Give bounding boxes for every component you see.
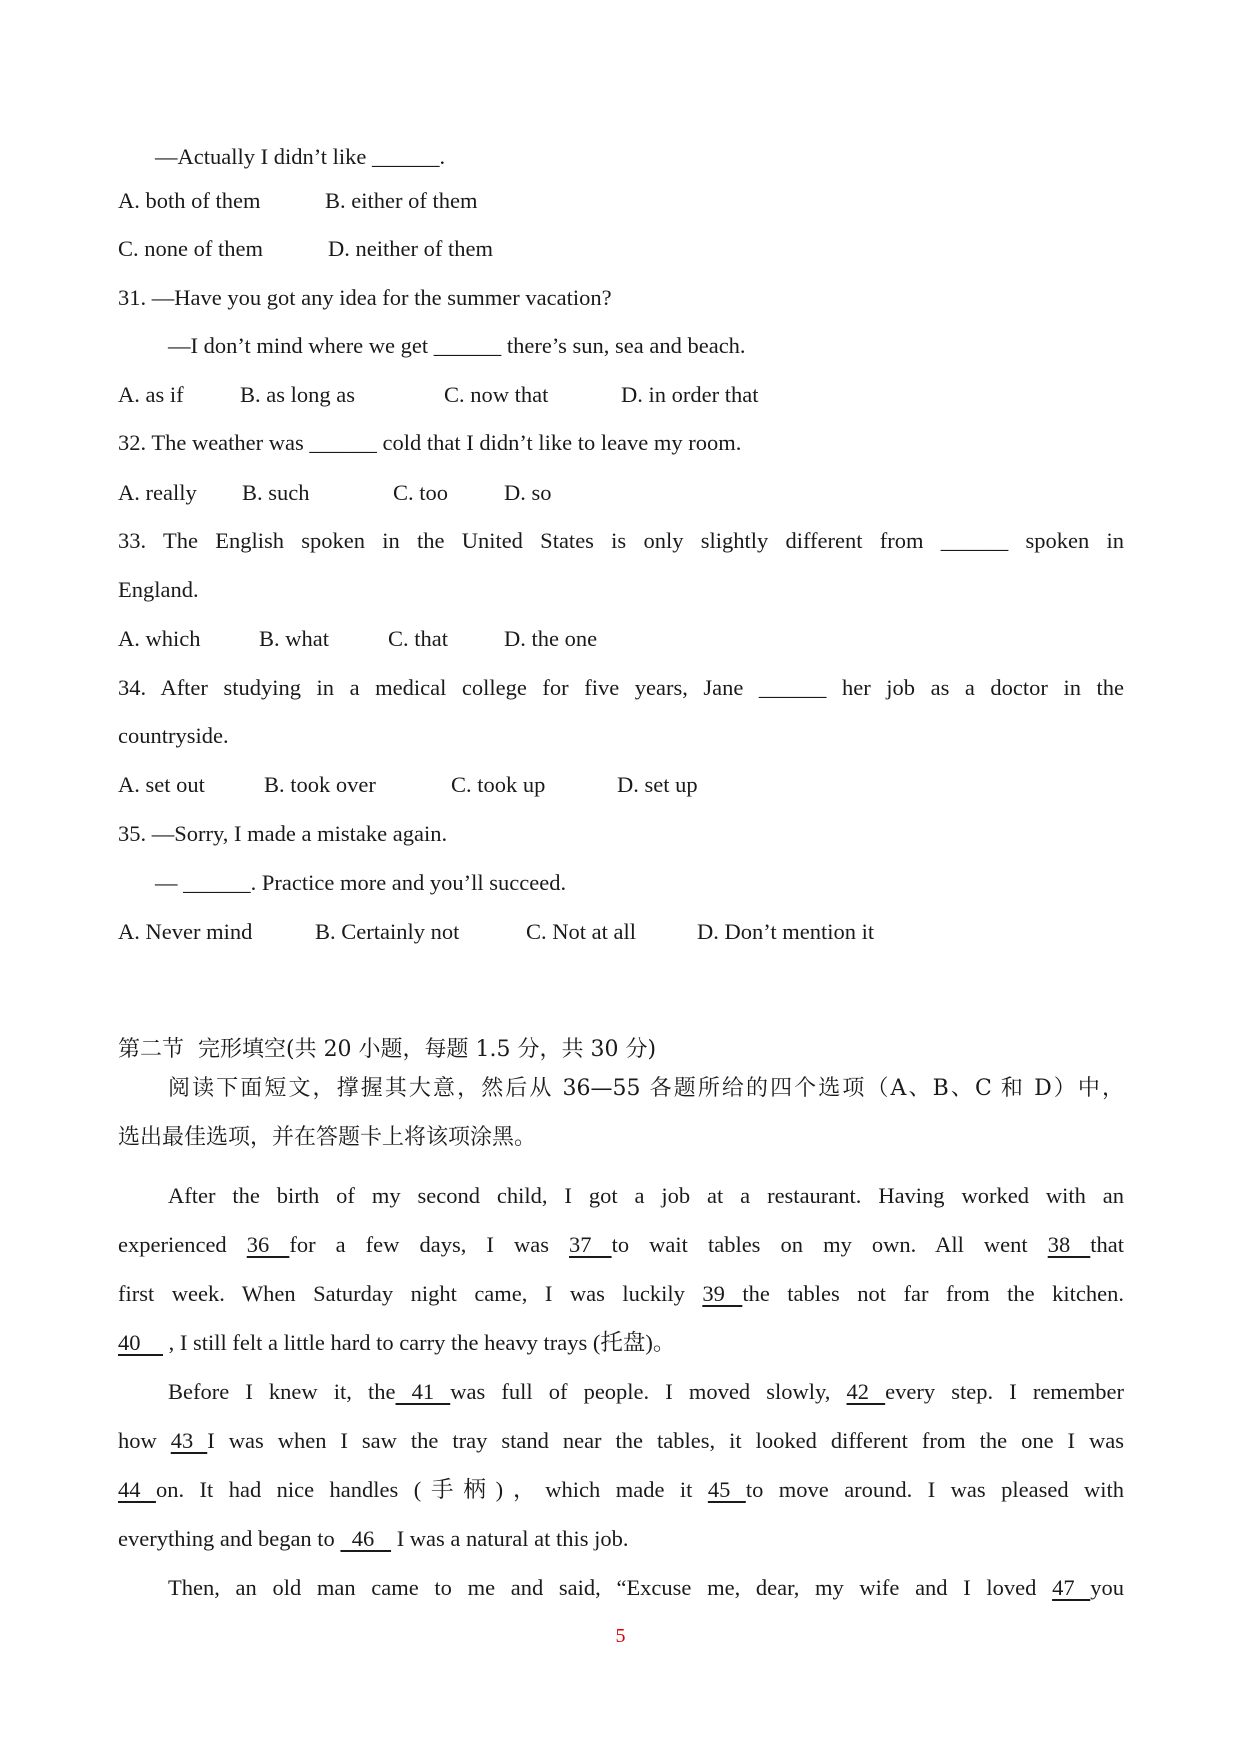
q35-option-b: B. Certainly not [315,919,460,944]
q33-option-b: B. what [259,626,329,651]
blank-47: 47 [1052,1575,1091,1600]
q34-question-line: 34. After studying in a medical college for five years, Jane ______ her job as a doctor in the [118,675,1124,700]
q35-option-a: A. Never mind [118,919,253,944]
blank-37: 37 [569,1232,612,1257]
q31-response-line: —I don’t mind where we get ______ there’s sun, sea and beach. [168,333,746,358]
passage-text: the tables not far from the kitchen. [742,1281,1125,1306]
passage-line [118,1524,629,1554]
q33-option-c: C. that [388,626,448,651]
passage-text: I was a natural at this job. [391,1526,629,1551]
section-instruction-2: 选出最佳选项，并在答题卡上将该项涂黑。 [118,1125,537,1150]
passage-line [118,1426,1124,1456]
q32-option-c: C. too [393,480,449,505]
page-number: 5 [615,1625,626,1647]
q30-option-a: A. both of them [118,188,261,213]
q30-option-b: B. either of them [325,188,478,213]
passage-text: every step. I remember [885,1379,1125,1404]
q34-option-b: B. took over [264,772,376,797]
q31-option-b: B. as long as [240,382,355,407]
q35-option-c: C. Not at all [526,919,636,944]
passage-line [118,1328,675,1358]
blank-38: 38 [1047,1232,1091,1257]
q30-response-line: —Actually I didn’t like ______. [155,144,446,169]
passage-text: Then, an old man came to me and said, “Excuse me, dear, my wife and I loved [168,1575,1053,1600]
q30-option-d: D. neither of them [328,236,493,261]
blank-36: 36 [246,1232,290,1257]
passage-text: to move around. I was pleased with [745,1477,1125,1502]
q34-option-a: A. set out [118,772,205,797]
q31-option-c: C. now that [444,382,549,407]
section-heading: 第二节 完形填空(共 20 小题，每题 1.5 分，共 30 分) [118,1037,657,1062]
passage-text: , I still felt a little hard to carry the heavy trays (托盘)。 [163,1330,676,1355]
passage-line: After the birth of my second child, I got a job at a restaurant. Having worked with an [168,1183,1124,1208]
q34-question-line-2: countryside. [118,723,229,748]
q34-option-c: C. took up [451,772,546,797]
passage-line [118,1230,1124,1260]
passage-text: you [1090,1575,1124,1600]
q32-question-line: 32. The weather was ______ cold that I didn’t like to leave my room. [118,430,742,455]
passage-line [168,1573,1124,1603]
q34-option-d: D. set up [617,772,698,797]
q33-question-line: 33. The English spoken in the United States is only slightly different from ______ spoken in [118,528,1124,553]
q35-response-line: — ______. Practice more and you’ll succeed. [155,870,567,895]
blank-46: 46 [340,1526,392,1551]
blank-44: 44 [118,1477,156,1502]
q31-option-a: A. as if [118,382,184,407]
q32-option-a: A. really [118,480,197,505]
blank-45: 45 [707,1477,746,1502]
passage-line [118,1279,1124,1309]
passage-text: Before I knew it, the [168,1379,396,1404]
q31-question-line: 31. —Have you got any idea for the summer vacation? [118,285,612,310]
blank-43: 43 [170,1428,208,1453]
q30-option-c: C. none of them [118,236,263,261]
passage-text: on. It had nice handles (手柄)，which made it [155,1477,708,1502]
blank-42: 42 [846,1379,886,1404]
q35-question-line: 35. —Sorry, I made a mistake again. [118,821,448,846]
q32-option-d: D. so [504,480,552,505]
blank-40: 40 [118,1330,163,1355]
passage-text: that [1090,1232,1125,1257]
passage-text: how [118,1428,171,1453]
passage-line [118,1475,1124,1505]
passage-text: experienced [118,1232,247,1257]
q35-option-d: D. Don’t mention it [697,919,875,944]
passage-text: everything and began to [118,1526,341,1551]
passage-text: to wait tables on my own. All went [611,1232,1048,1257]
q31-option-d: D. in order that [621,382,759,407]
passage-line [168,1377,1124,1407]
blank-41: 41 [395,1379,451,1404]
q33-option-a: A. which [118,626,201,651]
passage-text: first week. When Saturday night came, I was luckily [118,1281,703,1306]
q33-option-d: D. the one [504,626,598,651]
q33-question-line-2: England. [118,577,199,602]
passage-text: was full of people. I moved slowly, [450,1379,847,1404]
section-instruction: 阅读下面短文，撑握其大意，然后从 36—55 各题所给的四个选项（A、B、C 和 D）中， [168,1076,1124,1101]
q32-option-b: B. such [242,480,310,505]
blank-39: 39 [702,1281,743,1306]
passage-text: I was when I saw the tray stand near the tables, it looked different from the one I was [207,1428,1125,1453]
passage-text: for a few days, I was [289,1232,570,1257]
